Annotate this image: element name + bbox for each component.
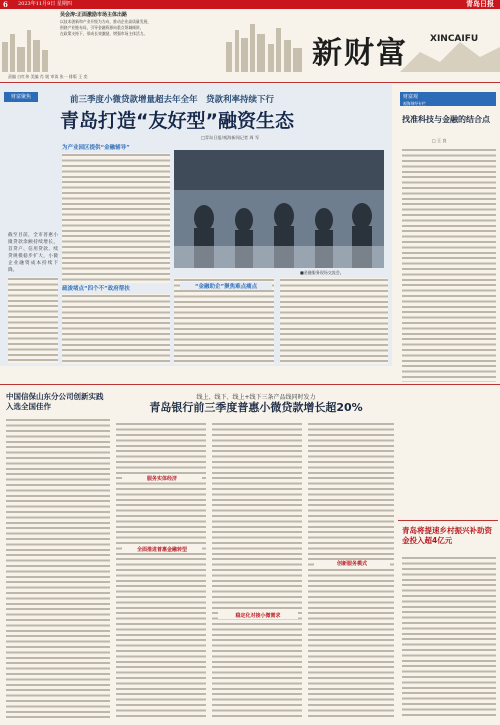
editor-line: 责编 白红伟 美编 肖 媛 审读 张一 排版 王 奕 <box>8 74 88 79</box>
bottom-left-body <box>6 418 110 718</box>
sidebar-note-body <box>8 277 58 363</box>
quote-line-2: 围绕产业链布局，引导金融资源向重点领域倾斜， <box>60 25 144 30</box>
right-column <box>396 84 500 384</box>
bottom-right-title: 青岛将提速乡村振兴补助资金投入超4亿元 <box>402 526 492 545</box>
right-tag: 财富观 <box>403 94 419 100</box>
quote-line-1: 以技术创新和产业升级为方向，推动企业高质量发展， <box>60 19 152 24</box>
main-tag: 财富聚焦 <box>4 92 38 102</box>
subhead-1: 为产业园区提供“金融辅导” <box>62 145 130 151</box>
quote-title: 吴会涛:正面激励市场主体出路 <box>60 12 128 18</box>
bottom-center-kicker: 线上、线下、线上+线下三条产品线同时发力 <box>196 394 316 401</box>
right-box-divider <box>398 520 498 521</box>
right-col-name: 观海财经专栏 <box>403 101 426 106</box>
skyline-illustration <box>0 12 500 74</box>
bottom-col-2 <box>212 422 302 717</box>
right-body <box>402 148 496 382</box>
bottom-right-body <box>402 556 496 718</box>
bottom-center-title: 青岛银行前三季度普惠小微贷款增长超20% <box>149 401 363 414</box>
main-col-2-bottom <box>62 294 170 364</box>
page-number: 6 <box>3 0 8 9</box>
main-col-3-bottom <box>174 278 274 364</box>
main-photo <box>174 150 384 268</box>
bottom-subhead-1: 服务实体经济 <box>122 475 202 482</box>
main-col-2-top <box>62 153 170 283</box>
subhead-2: 疏浚堵点“四个不”政府帮扶 <box>62 286 130 292</box>
top-bar <box>0 0 500 9</box>
main-col-4-bottom <box>280 278 388 364</box>
bottom-subhead-2: 全面推进普惠金融转型 <box>122 546 202 553</box>
main-kicker: 前三季度小微贷款增量超去年全年 贷款利率持续下行 <box>70 95 275 105</box>
right-title: 找准科技与金融的结合点 <box>402 115 490 124</box>
quote-line-3: 在政策支持下，形成长效激励，增强市场主体活力。 <box>60 31 148 36</box>
subhead-3: “金融助企”聚焦难点痛点 <box>180 282 272 290</box>
bottom-subhead-4: 创新服务模式 <box>314 560 390 567</box>
main-byline: □青岛日报/观海新闻记者 周 军 <box>200 135 260 140</box>
header-divider <box>0 82 500 83</box>
bottom-left-title: 中国信保山东分公司创新实践入选全国佳作 <box>6 392 104 411</box>
bottom-subhead-3: 稳定化对接小微需求 <box>218 612 298 619</box>
bottom-col-1 <box>116 422 206 717</box>
sidebar-note <box>8 232 58 367</box>
section-title: 新财富 <box>312 36 408 71</box>
main-headline: 青岛打造“友好型”融资生态 <box>60 110 294 132</box>
paper-name: 青岛日报 <box>466 0 494 8</box>
sidebar-note-text: 截至目前，全市普惠小微贷款余额持续增长，首贷户、信用贷款、续贷规模稳步扩大，小微企业融资成本持续下降。 <box>8 233 58 273</box>
issue-date: 2023年11月9日 星期四 <box>18 1 72 7</box>
photo-caption: ■金融服务现场交流会。 <box>300 270 344 275</box>
right-tag-box <box>400 92 496 106</box>
bottom-col-3 <box>308 422 394 717</box>
mid-divider <box>0 384 500 385</box>
right-author: □ 王 良 <box>432 138 447 143</box>
section-title-en: XINCAIFU <box>430 34 479 44</box>
